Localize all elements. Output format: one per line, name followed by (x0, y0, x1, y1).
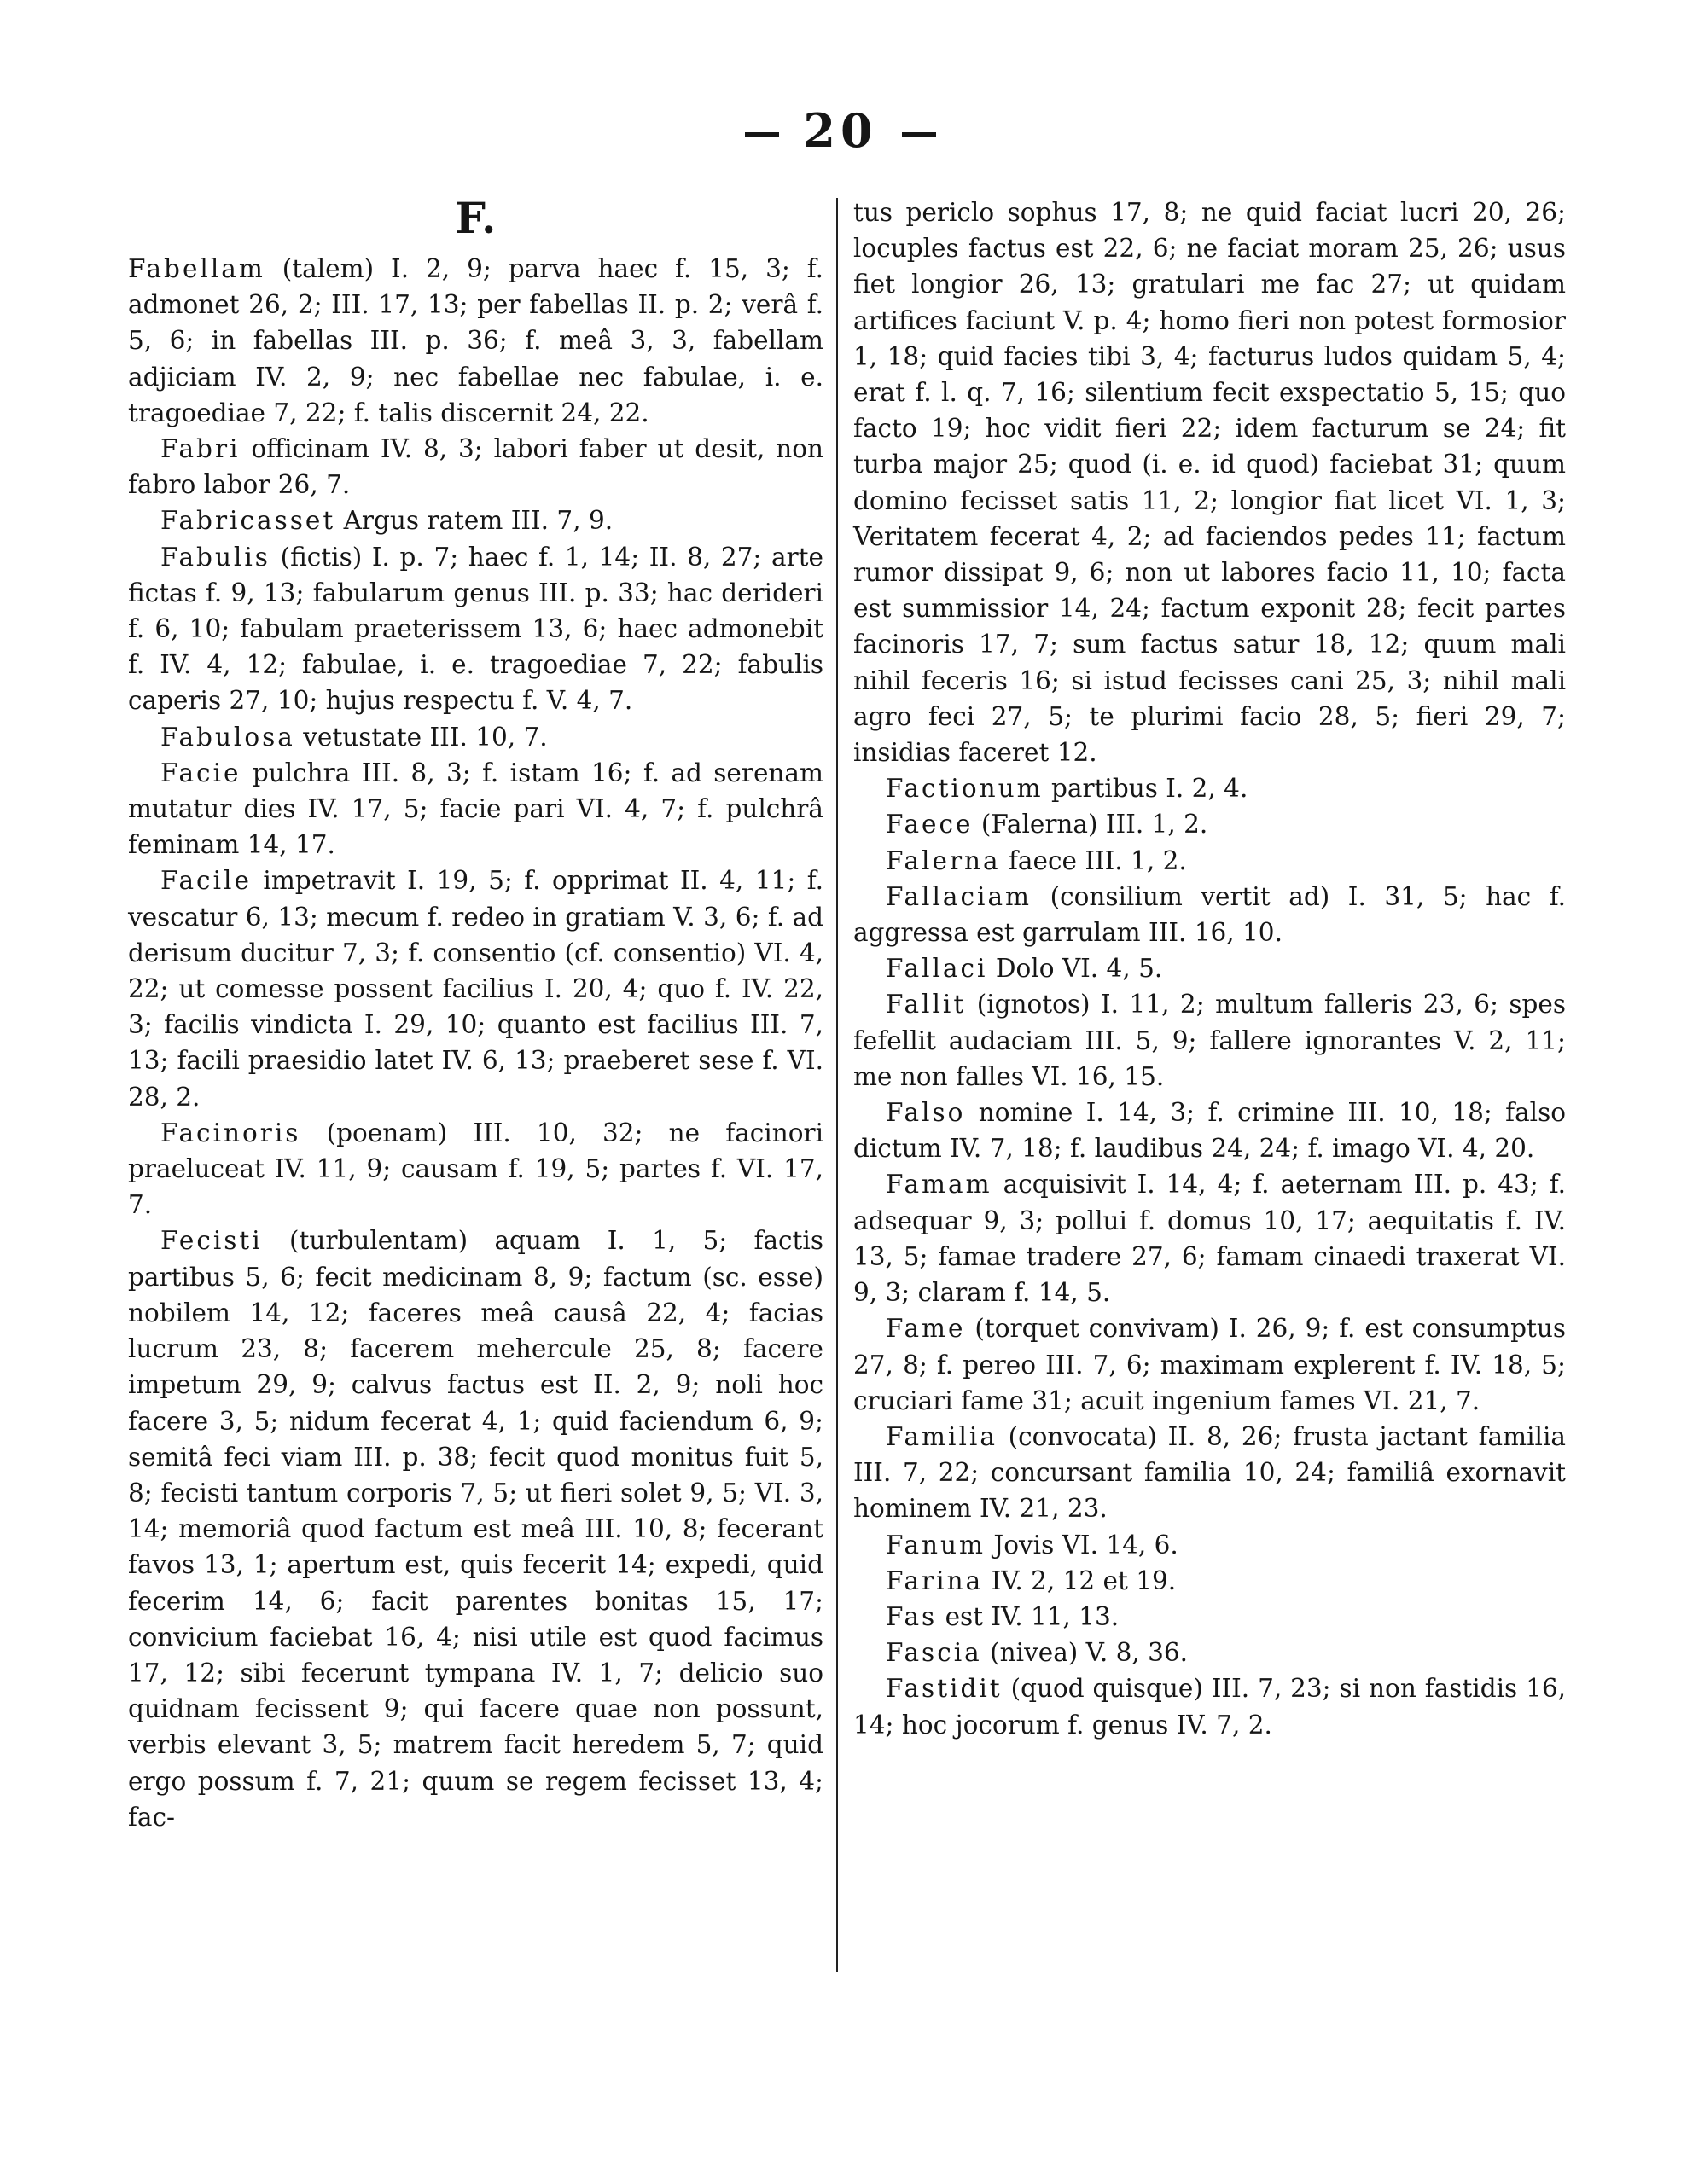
entry-text: (consilium vertit ad) I. 31, 5; hac f. aggressa est garrulam III. 16, 10. (853, 881, 1566, 948)
entry-text: IV. 2, 12 et 19. (983, 1565, 1177, 1595)
left-column (128, 195, 823, 1835)
entry-headword: Familia (886, 1421, 998, 1451)
index-entry (853, 1670, 1566, 1742)
entry-headword: Fascia (886, 1638, 982, 1668)
entry-headword: Facinoris (160, 1118, 301, 1147)
entry-text: officinam IV. 8, 3; labori faber ut desit, non fabro labor 26, 7. (128, 434, 823, 500)
index-entry (128, 502, 823, 538)
page-number-value: 20 (803, 103, 878, 158)
index-entry (853, 770, 1566, 806)
index-entry (128, 1115, 823, 1223)
section-letter: F. (455, 193, 497, 243)
entry-text: faece III. 1, 2. (1000, 845, 1187, 875)
entry-text: Dolo VI. 4, 5. (987, 954, 1163, 984)
entry-headword: Fabellam (128, 254, 265, 283)
entry-text: (quod quisque) III. 7, 23; si non fastidis 16, 14; hoc jocorum f. genus IV. 7, 2. (853, 1674, 1566, 1740)
index-entry (128, 719, 823, 755)
index-entry (128, 755, 823, 863)
index-entry (853, 950, 1566, 986)
dash-right (902, 132, 936, 136)
entry-headword: Falerna (886, 845, 1001, 875)
entry-text: (convocata) II. 8, 26; frusta jactant familia III. 7, 22; concursant familia 10, 24; familiâ exornavit hominem IV. 21, 23. (853, 1421, 1566, 1524)
index-entry (853, 986, 1566, 1095)
index-entry (853, 1527, 1566, 1563)
index-entry (853, 879, 1566, 950)
dash-left (745, 132, 779, 136)
entry-headword: Fallit (886, 990, 967, 1019)
index-entry-continued (853, 195, 1566, 770)
index-entry (853, 1310, 1566, 1419)
entry-text: (nivea) V. 8, 36. (981, 1638, 1189, 1668)
entry-headword: Fabricasset (160, 506, 336, 536)
entry-text: nomine I. 14, 3; f. crimine III. 10, 18; falso dictum IV. 7, 18; f. laudibus 24, 24; f. imago VI. 4, 20. (853, 1098, 1566, 1164)
entry-headword: Fabri (160, 434, 241, 464)
index-entry (853, 1419, 1566, 1527)
entry-headword: Faece (886, 810, 974, 839)
entry-headword: Facile (160, 866, 252, 896)
index-entry (853, 1635, 1566, 1670)
index-entry (128, 251, 823, 431)
entry-text: (talem) I. 2, 9; parva haec f. 15, 3; f. admonet 26, 2; III. 17, 13; per fabellas II. p. 2; verâ f. 5, 6; in fabellas III. p. 36; f. meâ 3, 3, fabellam adjiciam IV. 2, 9; nec fabellae nec fabulae, i. e. tragoediae 7, 22; f. talis discernit 24, 22. (128, 254, 823, 427)
index-entry (853, 806, 1566, 842)
index-entry (853, 1095, 1566, 1166)
entry-headword: Fame (886, 1314, 966, 1344)
entry-headword: Facie (160, 758, 241, 787)
entry-headword: Fas (886, 1601, 938, 1631)
entry-text: Jovis VI. 14, 6. (986, 1530, 1178, 1560)
entry-headword: Factionum (886, 774, 1044, 804)
index-entry (128, 431, 823, 502)
entry-headword: Fabulis (160, 542, 270, 572)
entry-text: (fictis) I. p. 7; haec f. 1, 14; II. 8, 27; arte fictas f. 9, 13; fabularum genus III. p. 33; hac derideri f. 6, 10; fabulam praeterissem 13, 6; haec admonebit f. IV. 4, 12; fabulae, i. e. tragoediae 7, 22; fabulis caperis 27, 10; hujus respectu f. V. 4, 7. (128, 542, 823, 716)
entry-headword: Fabulosa (160, 722, 295, 752)
index-entry (853, 1563, 1566, 1599)
entry-headword: Famam (886, 1170, 992, 1199)
entry-text: pulchra III. 8, 3; f. istam 16; f. ad serenam mutatur dies IV. 17, 5; facie pari VI. 4, 7; f. pulchrâ feminam 14, 17. (128, 758, 823, 860)
entry-text: impetravit I. 19, 5; f. opprimat II. 4, 11; f. vescatur 6, 13; mecum f. redeo in gratiam V. 3, 6; f. ad derisum ducitur 7, 3; f. consentio (cf. consentio) VI. 4, 22; ut comesse possent facilius I. 20, 4; quo f. IV. 22, 3; facilis vindicta I. 29, 10; quanto est facilius III. 7, 13; facili praesidio latet IV. 6, 13; praeberet sese f. VI. 28, 2. (128, 866, 823, 1112)
entry-text: est IV. 11, 13. (937, 1601, 1120, 1631)
entry-headword: Fecisti (160, 1226, 263, 1256)
entry-text: tus periclo sophus 17, 8; ne quid faciat lucri 20, 26; locuples factus est 22, 6; ne faciat moram 25, 26; usus fiet longior 26, 13; gratulari me fac 27; ut quidam artifices faciunt V. p. 4; homo fieri non potest formosior 1, 18; quid facies tibi 3, 4; facturus ludos quidam 5, 4; erat f. l. q. 7, 16; silentium fecit exspectatio 5, 15; quo facto 19; hoc vidit fieri 22; idem facturum se 24; fit turba major 25; quod (i. e. id quod) faciebat 31; quum domino fecisset satis 11, 2; longior fiat licet VI. 1, 3; Veritatem fecerat 4, 2; ad faciendos pedes 11; factum rumor dissipat 9, 6; non ut labores facio 11, 10; facta est summissior 14, 24; factum exponit 28; fecit partes facinoris 17, 7; sum factus satur 18, 12; quum mali nihil feceris 16; si istud fecisses cani 25, 3; nihil mali agro feci 27, 5; te plurimi facio 28, 5; fieri 29, 7; insidias faceret 12. (853, 198, 1566, 768)
right-column (853, 195, 1566, 1743)
index-entry (128, 1223, 823, 1834)
column-divider (836, 198, 838, 1972)
entry-headword: Fallaciam (886, 881, 1032, 911)
entry-text: Argus ratem III. 7, 9. (335, 506, 614, 536)
index-entry (853, 843, 1566, 879)
entry-headword: Falso (886, 1098, 966, 1128)
entry-text: (ignotos) I. 11, 2; multum falleris 23, 6; spes fefellit audaciam III. 5, 9; fallere ignorantes V. 2, 11; me non falles VI. 16, 15. (853, 990, 1566, 1091)
index-entry (128, 863, 823, 1114)
entry-headword: Fastidit (886, 1674, 1003, 1704)
index-entry (853, 1599, 1566, 1635)
index-entry (853, 1166, 1566, 1310)
entry-text: vetustate III. 10, 7. (294, 722, 548, 752)
entry-headword: Fallaci (886, 954, 988, 984)
entry-text: acquisivit I. 14, 4; f. aeternam III. p. 43; f. adsequar 9, 3; pollui f. domus 10, 17; aequitatis f. IV. 13, 5; famae tradere 27, 6; famam cinaedi traxerat VI. 9, 3; claram f. 14, 5. (853, 1170, 1566, 1308)
index-entry (128, 539, 823, 719)
entry-text: (Falerna) III. 1, 2. (973, 810, 1208, 839)
entry-text: (torquet convivam) I. 26, 9; f. est consumptus 27, 8; f. pereo III. 7, 6; maximam explerent f. IV. 18, 5; cruciari fame 31; acuit ingenium fames VI. 21, 7. (853, 1314, 1566, 1415)
entry-headword: Farina (886, 1565, 984, 1595)
entry-text: partibus I. 2, 4. (1043, 774, 1248, 804)
entry-text: (turbulentam) aquam I. 1, 5; factis partibus 5, 6; fecit medicinam 8, 9; factum (sc. esse) nobilem 14, 12; faceres meâ causâ 22, 4; facias lucrum 23, 8; facerem mehercule 25, 8; facere impetum 29, 9; calvus factus est II. 2, 9; noli hoc facere 3, 5; nidum fecerat 4, 1; quid faciendum 6, 9; semitâ feci viam III. p. 38; fecit quod monitus fuit 5, 8; fecisti tantum corporis 7, 5; ut fieri solet 9, 5; VI. 3, 14; memoriâ quod factum est meâ III. 10, 8; fecerant favos 13, 1; apertum est, quis fecerit 14; expedi, quid fecerim 14, 6; facit parentes bonitas 15, 17; convicium faciebat 16, 4; nisi utile est quod facimus 17, 12; sibi fecerunt tympana IV. 1, 7; delicio suo quidnam fecissent 9; qui facere quae non possunt, verbis elevant 3, 5; matrem facit heredem 5, 7; quid ergo possum f. 7, 21; quum se regem fecisset 13, 4; fac- (128, 1226, 823, 1832)
entry-headword: Fanum (886, 1530, 986, 1560)
page-number (0, 101, 1681, 160)
entry-text: (poenam) III. 10, 32; ne facinori praeluceat IV. 11, 9; causam f. 19, 5; partes f. VI. 17, 7. (128, 1118, 823, 1220)
